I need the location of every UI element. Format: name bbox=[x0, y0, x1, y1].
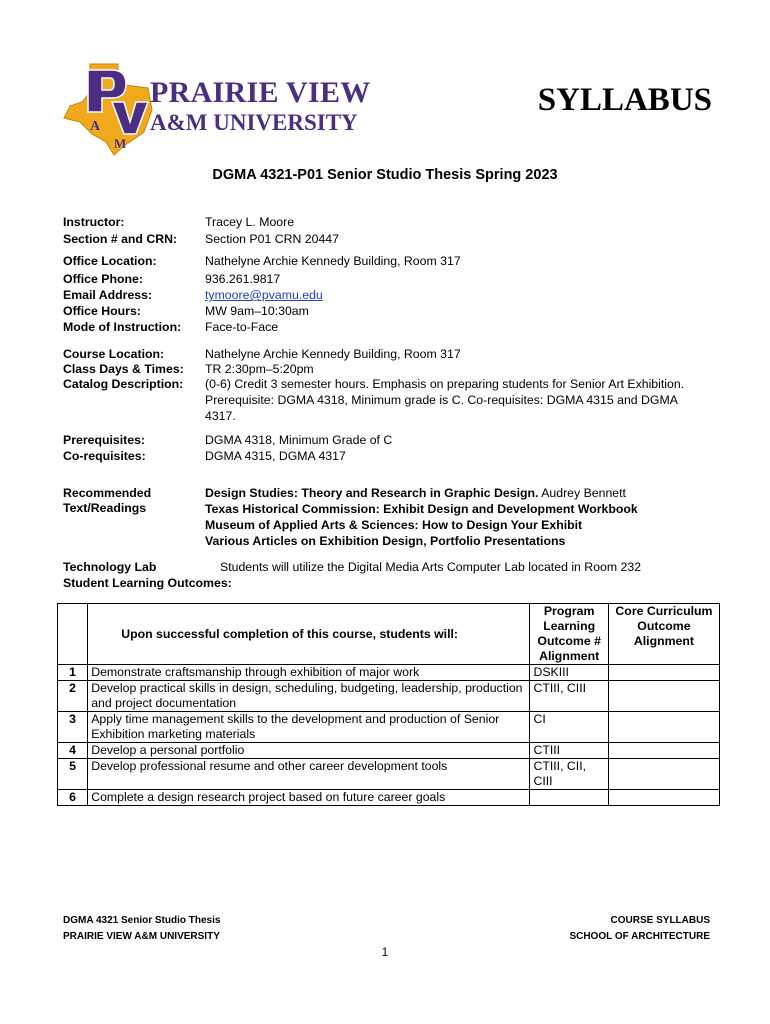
row-number-cell: 1 bbox=[58, 665, 88, 681]
table-row bbox=[58, 712, 720, 743]
row-outcome-cell: Develop a personal portfolio bbox=[88, 743, 530, 759]
row-core-cell bbox=[608, 759, 719, 790]
header-outcome-cell: Upon successful completion of this course, students will: bbox=[88, 604, 530, 665]
technology-lab-value: Students will utilize the Digital Media Arts Computer Lab located in Room 232 bbox=[220, 560, 642, 574]
row-plo-cell: CTIII, CII, CIII bbox=[530, 759, 608, 790]
recommended-label: Recommended bbox=[63, 486, 152, 500]
row-outcome-cell: Apply time management skills to the development and production of Senior Exhibition marketing materials bbox=[88, 712, 530, 743]
learning-outcomes-label: Student Learning Outcomes: bbox=[63, 576, 232, 590]
row-number-cell: 4 bbox=[58, 743, 88, 759]
instructor-label: Instructor: bbox=[63, 215, 125, 229]
row-number-cell: 3 bbox=[58, 712, 88, 743]
course-location-value: Nathelyne Archie Kennedy Building, Room 317 bbox=[205, 347, 461, 361]
row-core-cell bbox=[608, 712, 719, 743]
table-row bbox=[58, 681, 720, 712]
instructor-value: Tracey L. Moore bbox=[205, 215, 295, 229]
coreq-label: Co-requisites: bbox=[63, 449, 146, 463]
reading-2: Texas Historical Commission: Exhibit Design and Development Workbook bbox=[205, 502, 638, 516]
footer-right bbox=[569, 913, 710, 945]
row-plo-cell: CTIII, CIII bbox=[530, 681, 608, 712]
row-outcome-cell: Complete a design research project based on future career goals bbox=[88, 790, 530, 806]
row-core-cell bbox=[608, 665, 719, 681]
section-value: Section P01 CRN 20447 bbox=[205, 232, 339, 246]
office-phone-value: 936.261.9817 bbox=[205, 272, 281, 286]
catalog-value: (0-6) Credit 3 semester hours. Emphasis on preparing students for Senior Art Exhibition. Prerequisite: DGMA 4318, Minimum grade is C. Co-requisites: DGMA 4315 and DGMA 4317. bbox=[205, 377, 685, 423]
learning-outcomes-table bbox=[57, 603, 720, 806]
footer-left bbox=[63, 913, 220, 945]
row-plo-cell: CI bbox=[530, 712, 608, 743]
footer-school: SCHOOL OF ARCHITECTURE bbox=[569, 931, 710, 942]
course-title: DGMA 4321-P01 Senior Studio Thesis Spring 2023 bbox=[212, 167, 558, 183]
header-plo-cell: Program Learning Outcome # Alignment bbox=[530, 604, 608, 665]
row-core-cell bbox=[608, 790, 719, 806]
table-row bbox=[58, 665, 720, 681]
document-type-title: SYLLABUS bbox=[537, 82, 712, 118]
row-number-cell: 6 bbox=[58, 790, 88, 806]
page-number: 1 bbox=[381, 945, 389, 959]
svg-text:A: A bbox=[90, 119, 101, 134]
university-name-line1: PRAIRIE VIEW bbox=[150, 76, 371, 109]
coreq-value: DGMA 4315, DGMA 4317 bbox=[205, 449, 346, 463]
prereq-label: Prerequisites: bbox=[63, 433, 146, 447]
header-number-cell bbox=[58, 604, 88, 665]
reading-1: Design Studies: Theory and Research in Graphic Design. Audrey Bennett bbox=[205, 486, 626, 500]
section-label: Section # and CRN: bbox=[63, 232, 178, 246]
university-name-line2: A&M UNIVERSITY bbox=[150, 110, 358, 135]
prereq-value: DGMA 4318, Minimum Grade of C bbox=[205, 433, 393, 447]
email-link[interactable]: tymoore@pvamu.edu bbox=[205, 288, 323, 302]
class-days-label: Class Days & Times: bbox=[63, 362, 184, 376]
row-number-cell: 5 bbox=[58, 759, 88, 790]
svg-text:M: M bbox=[114, 136, 127, 151]
reading-3: Museum of Applied Arts & Sciences: How to Design Your Exhibit bbox=[205, 518, 583, 532]
row-outcome-cell: Demonstrate craftsmanship through exhibition of major work bbox=[88, 665, 530, 681]
table-row bbox=[58, 790, 720, 806]
course-location-label: Course Location: bbox=[63, 347, 165, 361]
row-plo-cell: CTIII bbox=[530, 743, 608, 759]
row-core-cell bbox=[608, 681, 719, 712]
table-row bbox=[58, 759, 720, 790]
row-plo-cell bbox=[530, 790, 608, 806]
mode-value: Face-to-Face bbox=[205, 320, 279, 334]
reading-4: Various Articles on Exhibition Design, Portfolio Presentations bbox=[205, 534, 566, 548]
row-core-cell bbox=[608, 743, 719, 759]
footer-course: DGMA 4321 Senior Studio Thesis bbox=[63, 915, 221, 926]
table-header-row bbox=[58, 604, 720, 665]
technology-lab-label: Technology Lab bbox=[63, 560, 157, 574]
row-number-cell: 2 bbox=[58, 681, 88, 712]
row-outcome-cell: Develop professional resume and other career development tools bbox=[88, 759, 530, 790]
catalog-label: Catalog Description: bbox=[63, 377, 184, 391]
office-hours-label: Office Hours: bbox=[63, 304, 141, 318]
row-plo-cell: DSKIII bbox=[530, 665, 608, 681]
email-label: Email Address: bbox=[63, 288, 153, 302]
readings-list bbox=[205, 485, 705, 549]
office-phone-label: Office Phone: bbox=[63, 272, 143, 286]
office-hours-value: MW 9am–10:30am bbox=[205, 304, 309, 318]
office-location-label: Office Location: bbox=[63, 254, 157, 268]
mode-label: Mode of Instruction: bbox=[63, 320, 182, 334]
office-location-value: Nathelyne Archie Kennedy Building, Room 317 bbox=[205, 254, 461, 268]
text-readings-label: Text/Readings bbox=[63, 501, 147, 515]
row-outcome-cell: Develop practical skills in design, scheduling, budgeting, leadership, production and project documentation bbox=[88, 681, 530, 712]
footer-doc-type: COURSE SYLLABUS bbox=[610, 915, 710, 926]
header-core-cell: Core Curriculum Outcome Alignment bbox=[608, 604, 719, 665]
class-days-value: TR 2:30pm–5:20pm bbox=[205, 362, 314, 376]
table-row bbox=[58, 743, 720, 759]
footer-university: PRAIRIE VIEW A&M UNIVERSITY bbox=[63, 931, 220, 942]
